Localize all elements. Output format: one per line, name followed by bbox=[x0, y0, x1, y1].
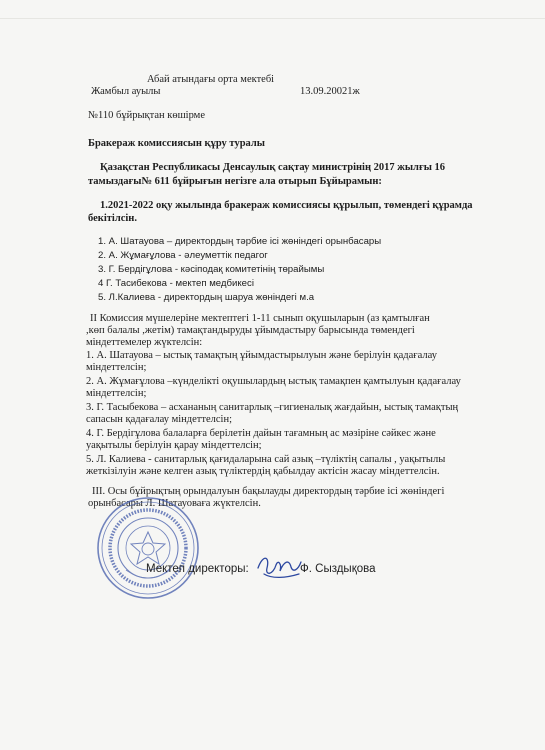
school-seal-stamp bbox=[96, 496, 200, 600]
section1-line-1: 1.2021-2022 оқу жылында бракераж комиссиясы құрылып, төмендегі құрамда bbox=[100, 200, 473, 211]
section1-line-2: бекітілсін. bbox=[88, 213, 137, 224]
member-item: 5. Л.Калиева - директордың шаруа жөніндегі м.а bbox=[98, 292, 315, 303]
duty-line: 2. А. Жұмағұлова –күнделікті оқушылардың ыстық тамақпен қамтылуын қадағалау bbox=[86, 376, 461, 387]
section3-line-2: орынбасары Л. Шатауоваға жүктелсін. bbox=[88, 498, 261, 509]
preamble-line-2: тамыздағы№ 611 бұйрығын негізге ала отырып Бұйырамын: bbox=[88, 176, 382, 187]
director-role-label: Мектеп директоры: bbox=[146, 563, 249, 575]
preamble-line-1: Қазақстан Республикасы Денсаулық сақтау министрінің 2017 жылғы 16 bbox=[100, 162, 446, 173]
duty-line: 3. Г. Тасыбекова – асхананың санитарлық –гигиеналық жағдайын, ыстық тамақтың bbox=[86, 402, 459, 413]
school-name: Абай атындағы орта мектебі bbox=[147, 74, 275, 85]
section2-line-1: II Комиссия мүшелеріне мектептегі 1-11 сынып оқушыларын (аз қамтылған bbox=[90, 313, 430, 324]
section2-line-3: міндеттемелер жүктелсін: bbox=[86, 337, 203, 348]
duty-line: уақытылы берілуін қарау міндеттелсін; bbox=[86, 440, 262, 451]
section2-line-2: ,көп балалы ,жетім) тамақтандыруды ұйымдастыру барысында төмендегі bbox=[86, 325, 415, 336]
duty-line: міндеттелсін; bbox=[86, 362, 147, 373]
member-item: 4 Г. Тасибекова - мектеп медбикесі bbox=[98, 278, 254, 289]
member-item: 1. А. Шатауова – директордың тәрбие ісі жөніндегі орынбасары bbox=[98, 236, 382, 247]
duty-line: 4. Г. Бердігұлова балаларға берілетін дайын тағамның ас мәзіріне сәйкес және bbox=[86, 428, 436, 439]
duty-line: сапасын қадағалау міндеттелсін; bbox=[86, 414, 232, 425]
order-copy-label: №110 бұйрықтан көшірме bbox=[88, 110, 205, 121]
member-item: 3. Г. Бердігұлова - кәсіподақ комитетінің төрайымы bbox=[98, 264, 325, 275]
handwritten-signature bbox=[255, 548, 303, 584]
duty-line: 5. Л. Калиева - санитарлық қағидаларына сай азық –түліктің сапалы , уақытылы bbox=[86, 454, 446, 465]
duty-line: жеткізілуін және келген азық түліктердің қабылдау актісін жасау міндеттелсін. bbox=[86, 466, 440, 477]
document-title: Бракераж комиссиясын құру туралы bbox=[88, 138, 265, 149]
scan-edge-line bbox=[0, 18, 545, 19]
order-date: 13.09.20021ж bbox=[300, 86, 360, 97]
director-name: Ф. Сыздықова bbox=[300, 563, 376, 575]
member-item: 2. А. Жұмағұлова - әлеуметтік педагог bbox=[98, 250, 268, 261]
village-name: Жамбыл ауылы bbox=[91, 86, 161, 97]
duty-line: міндеттелсін; bbox=[86, 388, 147, 399]
section3-line-1: III. Осы бұйрықтың орындалуын бақылауды директордың тәрбие ісі жөніндегі bbox=[92, 486, 445, 497]
duty-line: 1. А. Шатауова – ыстық тамақтың ұйымдастырылуын және берілуін қадағалау bbox=[86, 350, 437, 361]
